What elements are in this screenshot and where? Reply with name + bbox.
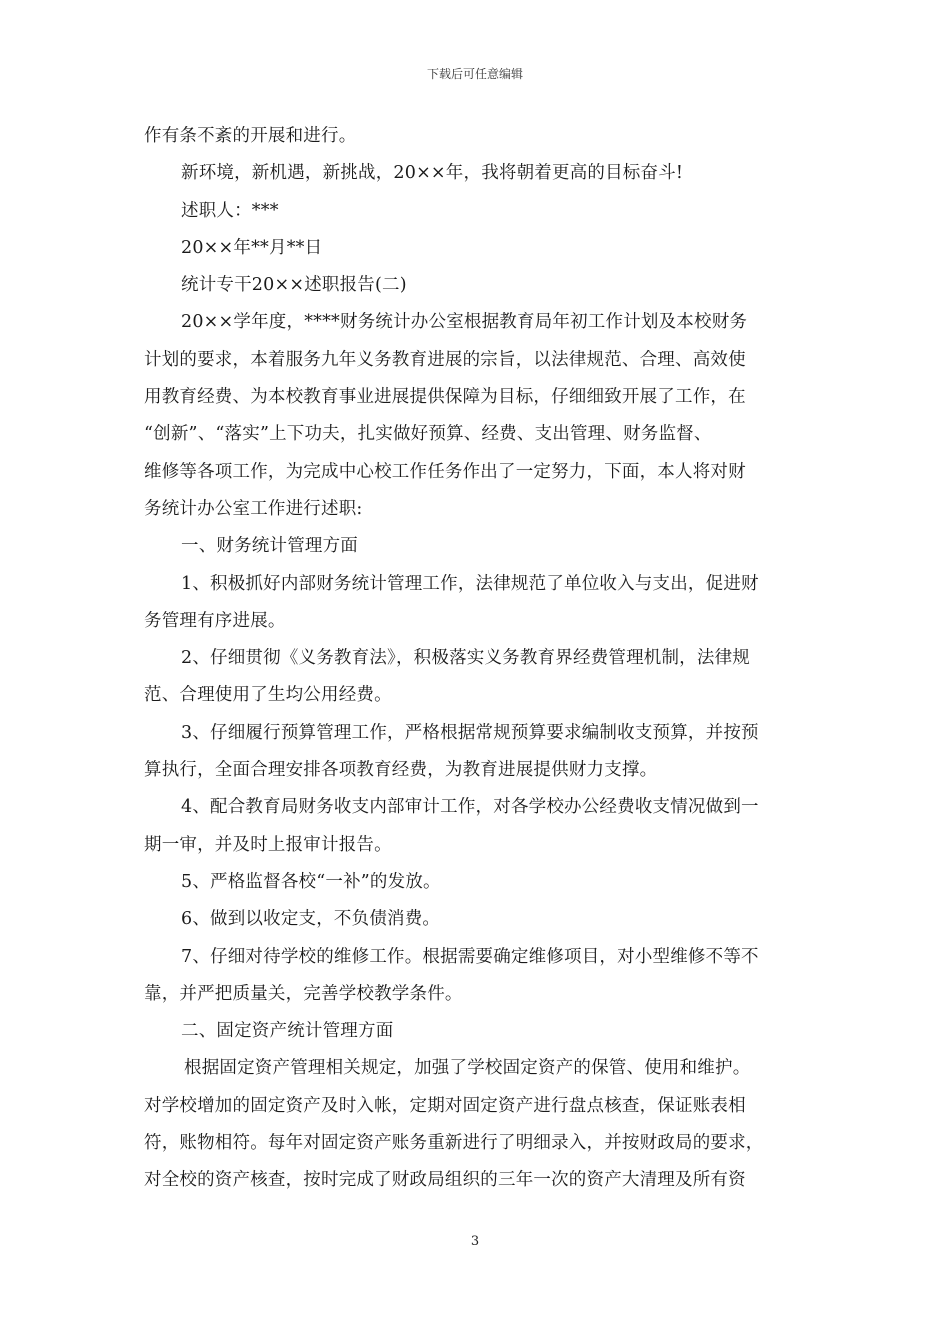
body-line: 7、仔细对待学校的维修工作。根据需要确定维修项目，对小型维修不等不 bbox=[181, 946, 759, 967]
page-number: 3 bbox=[470, 1234, 480, 1249]
body-line: 20××年**月**日 bbox=[181, 237, 323, 258]
body-line: 6、做到以收定支，不负债消费。 bbox=[181, 909, 441, 930]
body-line: 算执行，全面合理安排各项教育经费，为教育进展提供财力支撑。 bbox=[144, 760, 658, 781]
body-line: 根据固定资产管理相关规定，加强了学校固定资产的保管、使用和维护。 bbox=[184, 1058, 751, 1079]
document-body bbox=[144, 118, 807, 1200]
body-line: 范、合理使用了生均公用经费。 bbox=[144, 685, 392, 706]
body-line: 2、仔细贯彻《义务教育法》，积极落实义务教育界经费管理机制，法律规 bbox=[181, 648, 750, 669]
body-line: 务管理有序进展。 bbox=[144, 610, 286, 631]
body-line: 20××学年度，****财务统计办公室根据教育局年初工作计划及本校财务 bbox=[181, 312, 748, 333]
body-line: 符，账物相符。每年对固定资产账务重新进行了明细录入，并按财政局的要求， bbox=[144, 1133, 764, 1154]
body-line: 维修等各项工作，为完成中心校工作任务作出了一定努力，下面，本人将对财 bbox=[144, 461, 746, 482]
page-header: 下载后可任意编辑 bbox=[426, 67, 523, 81]
body-line: 3、仔细履行预算管理工作，严格根据常规预算要求编制收支预算，并按预 bbox=[181, 722, 759, 743]
body-line: 用教育经费、为本校教育事业进展提供保障为目标，仔细细致开展了工作，在 bbox=[144, 387, 746, 408]
body-line: 对全校的资产核查，按时完成了财政局组织的三年一次的资产大清理及所有资 bbox=[144, 1170, 746, 1191]
body-line: 务统计办公室工作进行述职: bbox=[144, 498, 363, 519]
body-line: 计划的要求，本着服务九年义务教育进展的宗旨，以法律规范、合理、高效使 bbox=[144, 349, 746, 370]
body-line: “创新”、“落实”上下功夫，扎实做好预算、经费、支出管理、财务监督、 bbox=[144, 424, 712, 445]
section-heading: 二、固定资产统计管理方面 bbox=[181, 1021, 394, 1042]
body-line: 靠，并严把质量关，完善学校教学条件。 bbox=[144, 983, 463, 1004]
body-line: 新环境，新机遇，新挑战，20××年，我将朝着更高的目标奋斗! bbox=[181, 163, 684, 184]
section-title: 统计专干20××述职报告(二) bbox=[181, 275, 407, 296]
body-line: 1、积极抓好内部财务统计管理工作，法律规范了单位收入与支出，促进财 bbox=[181, 573, 759, 594]
body-line: 述职人：*** bbox=[181, 200, 279, 221]
body-line: 期一审，并及时上报审计报告。 bbox=[144, 834, 392, 855]
body-line: 5、严格监督各校“一补”的发放。 bbox=[181, 871, 441, 892]
body-line: 对学校增加的固定资产及时入帐，定期对固定资产进行盘点核查，保证账表相 bbox=[144, 1095, 746, 1116]
section-heading: 一、财务统计管理方面 bbox=[181, 536, 358, 557]
body-line: 4、配合教育局财务收支内部审计工作，对各学校办公经费收支情况做到一 bbox=[181, 797, 759, 818]
body-line: 作有条不紊的开展和进行。 bbox=[144, 126, 357, 146]
